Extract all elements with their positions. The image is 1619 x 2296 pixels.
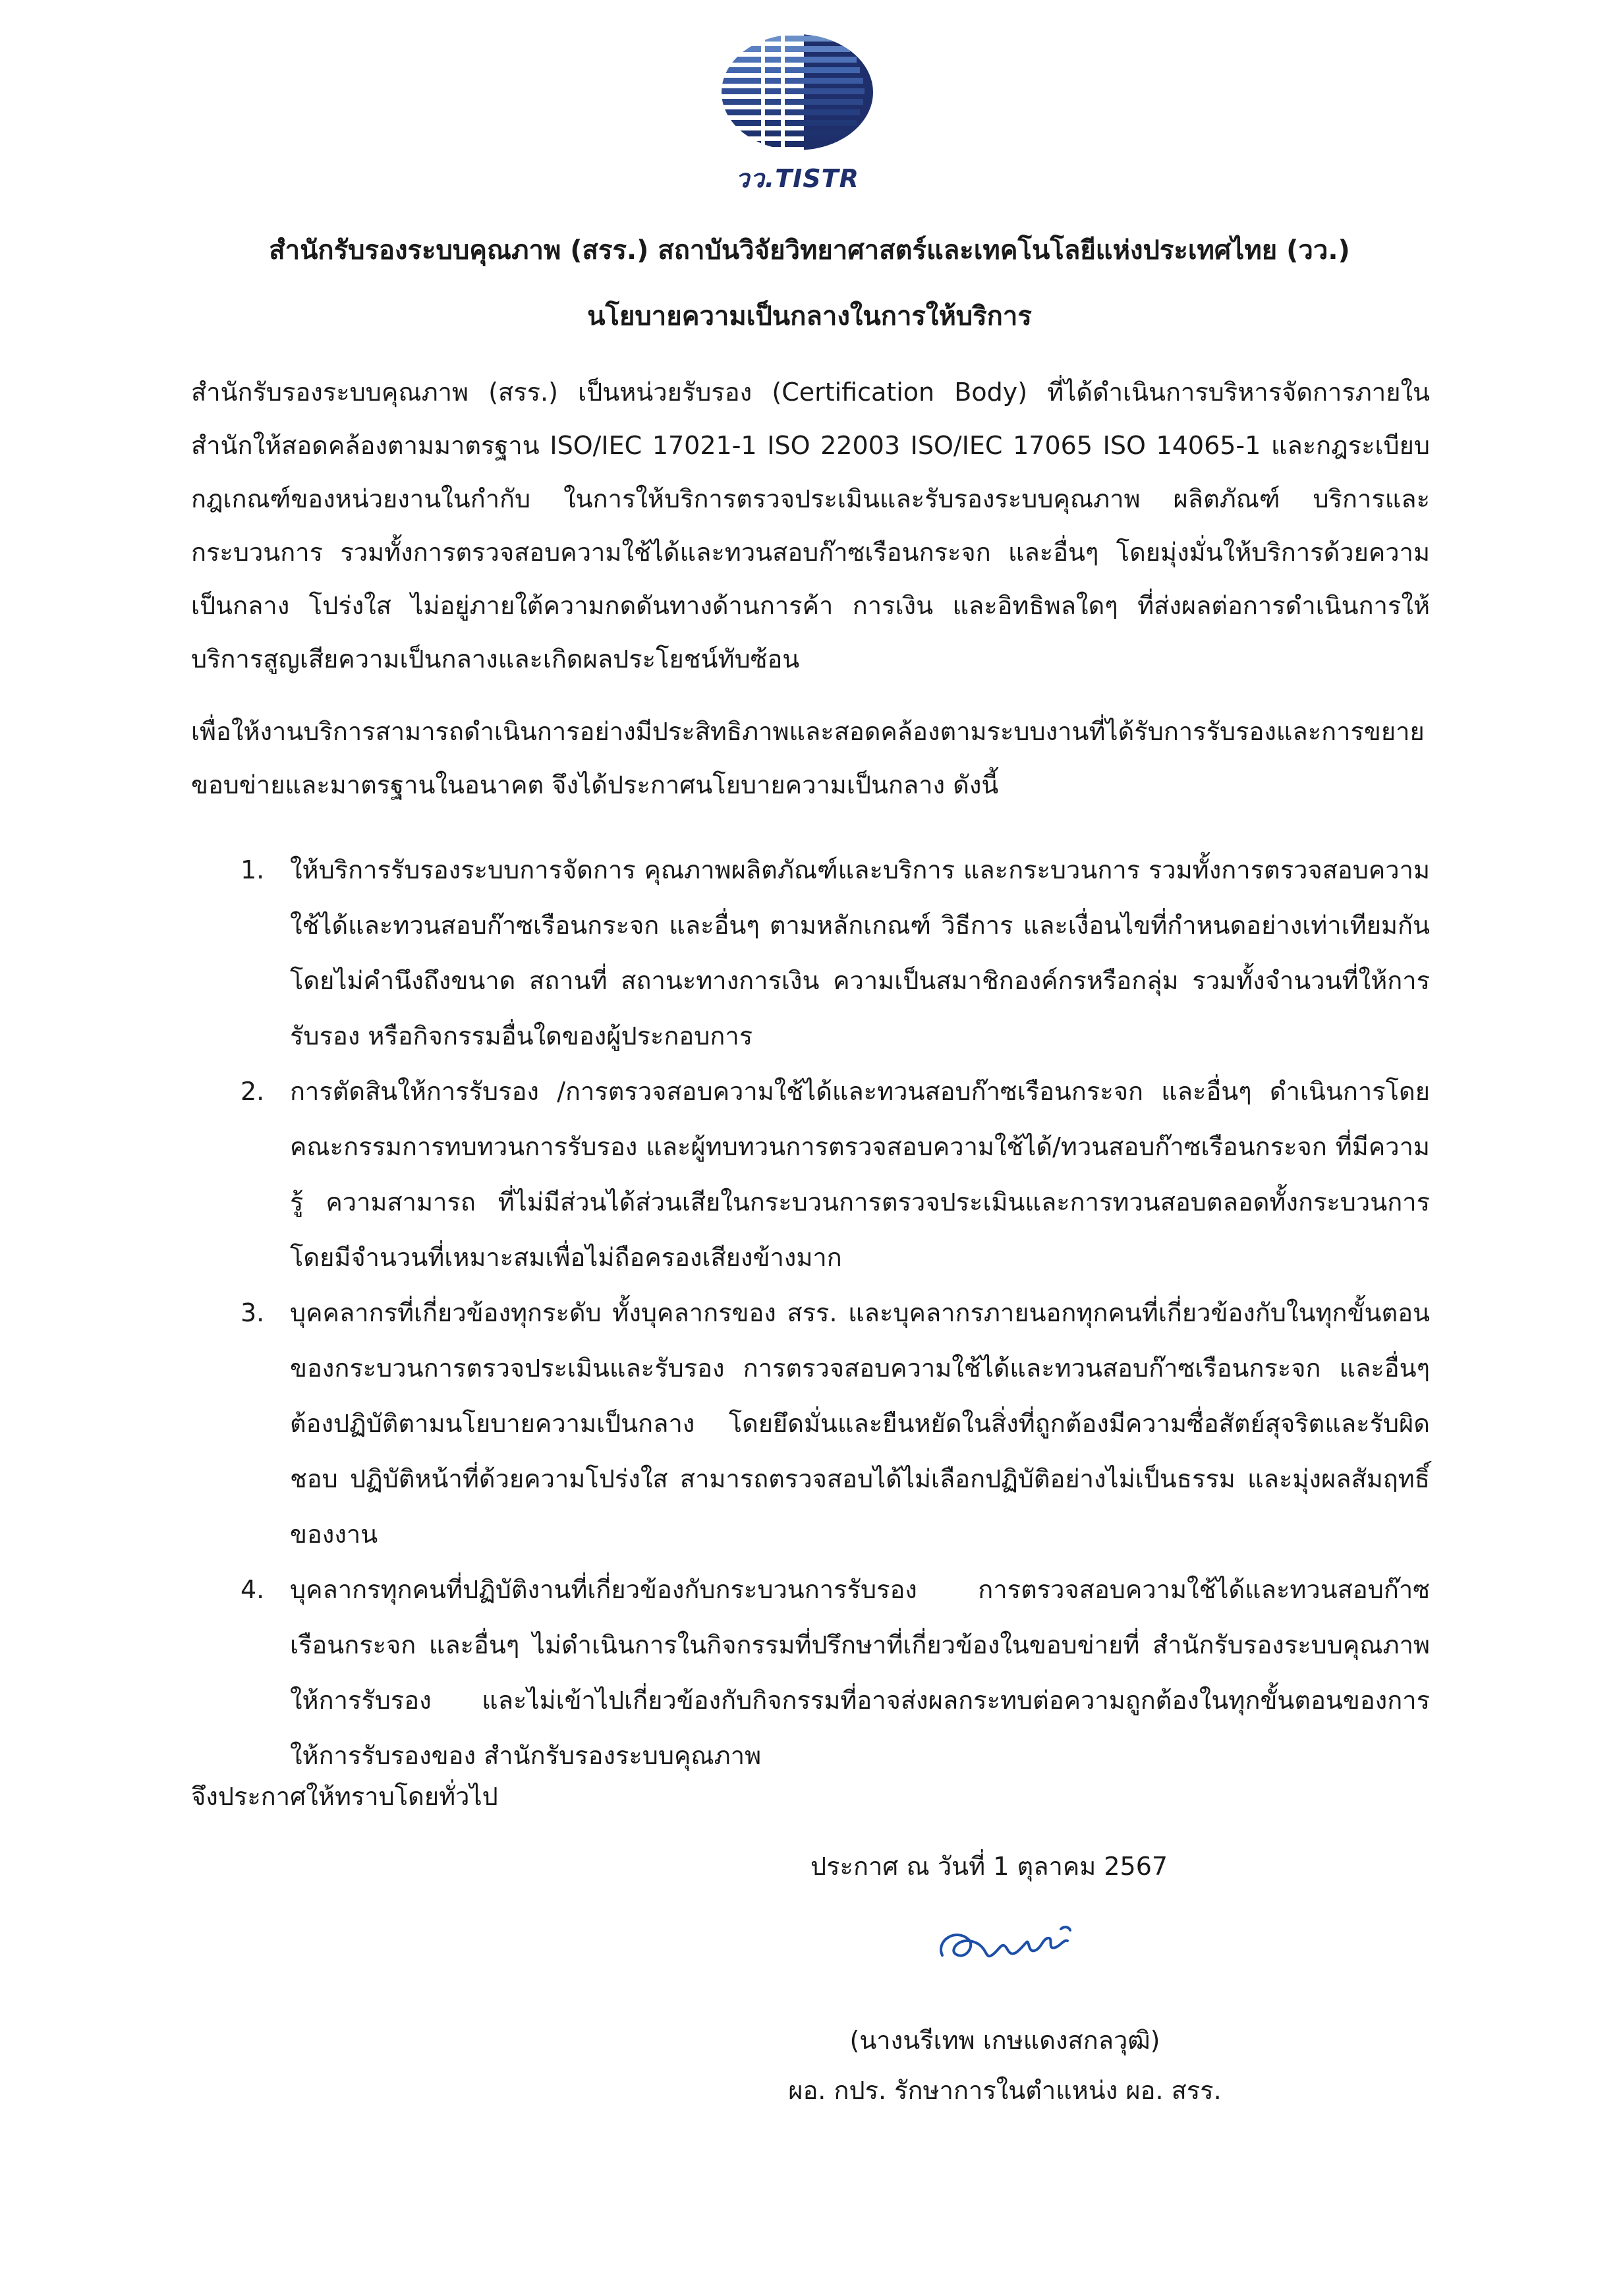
logo-text: วว.TISTR [735,164,859,193]
globe-logo-icon [698,26,896,158]
tistr-logo [698,26,896,191]
policy-item-text: ให้บริการรับรองระบบการจัดการ คุณภาพผลิตภัณฑ์และบริการ และกระบวนการ รวมทั้งการตรวจสอบความใช้ได้และทวนสอบก๊าซเรือนกระจก และอื่นๆ ตามหลักเกณฑ์ วิธีการ และเงื่อนไขที่กำหนดอย่างเท่าเทียมกัน โดยไม่คำนึงถึงขนาด สถานที่ สถานะทางการเงิน ความเป็นสมาชิกองค์กรหรือกลุ่ม รวมทั้งจำนวนที่ให้การรับรอง หรือกิจกรรมอื่นใดของผู้ประกอบการ [290,855,1430,1050]
closing-statement: จึงประกาศให้ทราบโดยทั่วไป [191,1782,498,1811]
organization-heading: สำนักรับรองระบบคุณภาพ (สรร.) สถาบันวิจัยวิทยาศาสตร์และเทคโนโลยีแห่งประเทศไทย (วว.) [269,235,1350,266]
policy-item-number: 2. [241,1077,265,1106]
policy-item-text: บุคลากรทุกคนที่ปฏิบัติงานที่เกี่ยวข้องกับกระบวนการรับรอง การตรวจสอบความใช้ได้และทวนสอบก๊าซเรือนกระจก และอื่นๆ ไม่ดำเนินการในกิจกรรมที่ปรึกษาที่เกี่ยวข้องในขอบข่ายที่ สำนักรับรองระบบคุณภาพ ให้การรับรอง และไม่เข้าไปเกี่ยวข้องกับกิจกรรมที่อาจส่งผลกระทบต่อความถูกต้องในทุกขั้นตอนของการให้การรับรองของ สำนักรับรองระบบคุณภาพ [290,1575,1430,1770]
policy-item-number: 3. [241,1298,265,1327]
policy-item [191,842,1430,1064]
policy-item [191,1064,1430,1285]
policy-list [191,842,1430,1783]
policy-title: นโยบายความเป็นกลางในการให้บริการ [587,301,1032,331]
purpose-paragraph: เพื่อให้งานบริการสามารถดำเนินการอย่างมีประสิทธิภาพและสอดคล้องตามระบบงานที่ได้รับการรับรองและการขยายขอบข่ายและมาตรฐานในอนาคต จึงได้ประกาศนโยบายความเป็นกลาง ดังนี้ [191,717,1425,799]
policy-item [191,1562,1430,1783]
policy-item [191,1285,1430,1562]
announcement-date: ประกาศ ณ วันที่ 1 ตุลาคม 2567 [810,1852,1168,1881]
policy-item-number: 1. [241,855,265,884]
handwritten-signature [929,1914,1087,1974]
signer-name: (นางนรีเทพ เกษแดงสกลวุฒิ) [849,2026,1160,2055]
signer-position: ผอ. กปร. รักษาการในตำแหน่ง ผอ. สรร. [788,2076,1222,2105]
policy-item-text: การตัดสินให้การรับรอง /การตรวจสอบความใช้ได้และทวนสอบก๊าซเรือนกระจก และอื่นๆ ดำเนินการโดยคณะกรรมการทบทวนการรับรอง และผู้ทบทวนการตรวจสอบความใช้ได้/ทวนสอบก๊าซเรือนกระจก ที่มีความรู้ ความสามารถ ที่ไม่มีส่วนได้ส่วนเสียในกระบวนการตรวจประเมินและการทวนสอบตลอดทั้งกระบวนการโดยมีจำนวนที่เหมาะสมเพื่อไม่ถือครองเสียงข้างมาก [290,1077,1430,1272]
policy-item-text: บุคคลากรที่เกี่ยวข้องทุกระดับ ทั้งบุคลากรของ สรร. และบุคลากรภายนอกทุกคนที่เกี่ยวข้องกับในทุกขั้นตอนของกระบวนการตรวจประเมินและรับรอง การตรวจสอบความใช้ได้และทวนสอบก๊าซเรือนกระจก และอื่นๆ ต้องปฏิบัติตามนโยบายความเป็นกลาง โดยยึดมั่นและยืนหยัดในสิ่งที่ถูกต้องมีความซื่อสัตย์สุจริตและรับผิดชอบ ปฏิบัติหน้าที่ด้วยความโปร่งใส สามารถตรวจสอบได้ไม่เลือกปฏิบัติอย่างไม่เป็นธรรม และมุ่งผลสัมฤทธิ์ของงาน [290,1298,1430,1549]
policy-item-number: 4. [241,1575,265,1604]
intro-paragraph: สำนักรับรองระบบคุณภาพ (สรร.) เป็นหน่วยรับรอง (Certification Body) ที่ได้ดำเนินการบริหารจัดการภายในสำนักให้สอดคล้องตามมาตรฐาน ISO/IEC 17021-1 ISO 22003 ISO/IEC 17065 ISO 14065-1 และกฎระเบียบ กฎเกณฑ์ของหน่วยงานในกำกับ ในการให้บริการตรวจประเมินและรับรองระบบคุณภาพ ผลิตภัณฑ์ บริการและกระบวนการ รวมทั้งการตรวจสอบความใช้ได้และทวนสอบก๊าซเรือนกระจก และอื่นๆ โดยมุ่งมั่นให้บริการด้วยความเป็นกลาง โปร่งใส ไม่อยู่ภายใต้ความกดดันทางด้านการค้า การเงิน และอิทธิพลใดๆ ที่ส่งผลต่อการดำเนินการให้บริการสูญเสียความเป็นกลางและเกิดผลประโยชน์ทับซ้อน [191,378,1430,674]
